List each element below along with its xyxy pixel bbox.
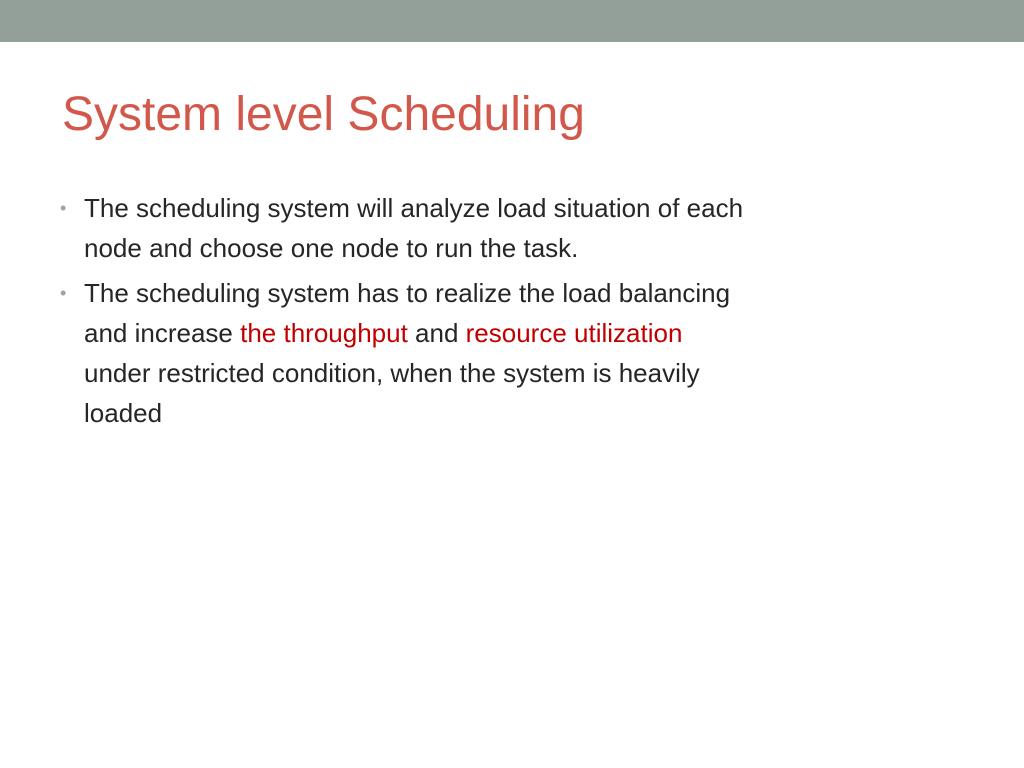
top-accent-bar	[0, 0, 1024, 42]
bullet-2-text-prefix: and increase	[84, 318, 241, 348]
bullet-2-line-1: The scheduling system has to realize the load balancing	[84, 278, 731, 308]
bullet-2-line-2	[84, 313, 958, 353]
bullet-item-1	[58, 188, 958, 268]
bullet-2-text-middle: and	[407, 318, 466, 348]
bullet-2-line-3: under restricted condition, when the system is heavily	[84, 358, 700, 388]
bullet-dot-icon: •	[60, 283, 67, 303]
highlight-resource-utilization: resource utilization	[465, 318, 683, 348]
bullet-1-line-2: node and choose one node to run the task.	[84, 233, 579, 263]
bullet-1-line-1: The scheduling system will analyze load situation of each	[84, 193, 744, 223]
slide-title: System level Scheduling	[62, 88, 585, 141]
bullet-2-line-4: loaded	[84, 398, 163, 428]
highlight-throughput: the throughput	[240, 318, 408, 348]
bullet-item-2	[58, 273, 958, 433]
bullet-list	[58, 188, 958, 438]
bullet-dot-icon: •	[60, 198, 67, 218]
